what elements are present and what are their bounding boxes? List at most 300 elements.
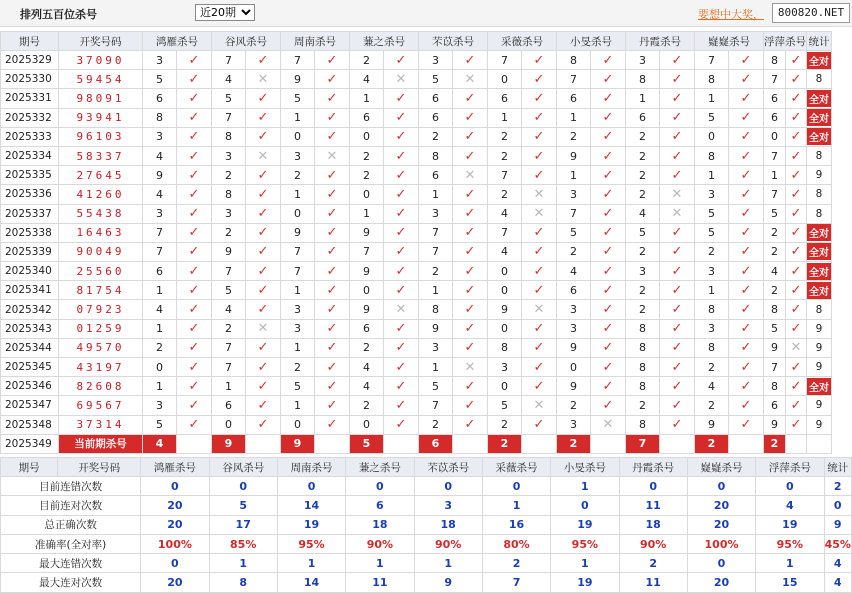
- summary-value: 0: [209, 477, 277, 496]
- numbers-cell: 59454: [59, 70, 143, 89]
- table-header-row: [1, 32, 832, 51]
- check-icon: ✓: [522, 146, 557, 165]
- summary-value: 11: [619, 496, 687, 515]
- check-icon: ✓: [177, 108, 212, 127]
- pick-value: 6: [557, 89, 591, 108]
- stat-cell: 8: [807, 185, 832, 204]
- pick-value: 5: [764, 204, 786, 223]
- check-icon: ✓: [522, 338, 557, 357]
- col-issue: 期号: [1, 458, 58, 477]
- current-pick-spacer: [177, 434, 212, 453]
- table-row: [1, 396, 832, 415]
- pick-value: 9: [350, 300, 384, 319]
- check-icon: ✓: [591, 51, 626, 70]
- pick-value: 5: [419, 70, 453, 89]
- check-icon: ✓: [522, 127, 557, 146]
- check-icon: ✓: [384, 127, 419, 146]
- table-row: [1, 223, 832, 242]
- issue-cell: 2025341: [1, 281, 59, 300]
- cross-icon: ✕: [315, 146, 350, 165]
- promo-link[interactable]: 要想中大奖，: [698, 8, 764, 21]
- pick-value: 7: [695, 51, 729, 70]
- check-icon: ✓: [177, 281, 212, 300]
- summary-value: 14: [277, 573, 345, 592]
- issue-cell: 2025333: [1, 127, 59, 146]
- issue-cell: 2025337: [1, 204, 59, 223]
- issue-cell: 2025348: [1, 415, 59, 434]
- numbers-cell: 58337: [59, 146, 143, 165]
- stat-cell: [807, 108, 832, 127]
- pick-value: 4: [488, 242, 522, 261]
- pick-value: 2: [488, 415, 522, 434]
- check-icon: ✓: [246, 127, 281, 146]
- current-pick: 6: [419, 434, 453, 453]
- summary-header-row: [1, 458, 852, 477]
- current-pick: 7: [626, 434, 660, 453]
- table-row: [1, 185, 832, 204]
- summary-value: 9: [414, 573, 482, 592]
- pick-value: 0: [281, 204, 315, 223]
- pick-value: 1: [350, 204, 384, 223]
- pick-value: 7: [419, 223, 453, 242]
- summary-value: 20: [141, 573, 209, 592]
- summary-value: 16: [482, 515, 550, 534]
- pick-value: 1: [212, 377, 246, 396]
- stat-cell: [807, 89, 832, 108]
- summary-total: 0: [824, 496, 852, 515]
- pick-value: 0: [281, 127, 315, 146]
- check-icon: ✓: [246, 51, 281, 70]
- check-icon: ✓: [246, 242, 281, 261]
- check-icon: ✓: [660, 146, 695, 165]
- col-expert-2: 谷风杀号: [209, 458, 277, 477]
- check-icon: ✓: [315, 204, 350, 223]
- pick-value: 2: [350, 396, 384, 415]
- col-expert-6: 采薇杀号: [482, 458, 550, 477]
- col-expert-3: 周南杀号: [277, 458, 345, 477]
- summary-label: 目前连错次数: [1, 477, 141, 496]
- pick-value: 0: [488, 281, 522, 300]
- numbers-cell: 82608: [59, 377, 143, 396]
- issue-cell: 2025330: [1, 70, 59, 89]
- pick-value: 1: [281, 338, 315, 357]
- current-pick-spacer: [786, 434, 807, 453]
- check-icon: ✓: [384, 377, 419, 396]
- check-icon: ✓: [453, 319, 488, 338]
- all-correct-badge: 全对: [807, 243, 831, 260]
- pick-value: 6: [488, 89, 522, 108]
- check-icon: ✓: [729, 89, 764, 108]
- pick-value: 7: [419, 242, 453, 261]
- check-icon: ✓: [453, 223, 488, 242]
- check-icon: ✓: [660, 319, 695, 338]
- pick-value: 2: [626, 146, 660, 165]
- check-icon: ✓: [246, 166, 281, 185]
- pick-value: 2: [695, 358, 729, 377]
- pick-value: 1: [281, 108, 315, 127]
- site-link[interactable]: 800820.NET: [772, 3, 850, 23]
- check-icon: ✓: [384, 358, 419, 377]
- pick-value: 7: [212, 262, 246, 281]
- current-pick: 2: [695, 434, 729, 453]
- pick-value: 0: [350, 185, 384, 204]
- page-title: 排列五百位杀号: [20, 8, 97, 21]
- pick-value: 0: [281, 415, 315, 434]
- current-label: 当前期杀号: [59, 434, 143, 453]
- issue-cell: 2025339: [1, 242, 59, 261]
- col-expert-4: 蒹之杀号: [346, 458, 414, 477]
- issue-cell: 2025342: [1, 300, 59, 319]
- check-icon: ✓: [729, 70, 764, 89]
- summary-value: 18: [619, 515, 687, 534]
- summary-value: 0: [687, 477, 755, 496]
- summary-value: 0: [482, 477, 550, 496]
- pick-value: 3: [143, 204, 177, 223]
- col-numbers: 开奖号码: [59, 32, 143, 51]
- cross-icon: ✕: [384, 70, 419, 89]
- summary-value: 1: [551, 477, 619, 496]
- pick-value: 8: [764, 300, 786, 319]
- pick-value: 3: [281, 319, 315, 338]
- pick-value: 6: [419, 89, 453, 108]
- check-icon: ✓: [591, 89, 626, 108]
- check-icon: ✓: [591, 70, 626, 89]
- check-icon: ✓: [660, 377, 695, 396]
- pick-value: 7: [281, 242, 315, 261]
- pick-value: 3: [419, 338, 453, 357]
- check-icon: ✓: [522, 415, 557, 434]
- table-row: [1, 281, 832, 300]
- check-icon: ✓: [591, 166, 626, 185]
- summary-value: 0: [687, 554, 755, 573]
- pick-value: 2: [488, 185, 522, 204]
- check-icon: ✓: [177, 185, 212, 204]
- summary-total: 45%: [824, 534, 852, 553]
- pick-value: 1: [488, 108, 522, 127]
- table-row: [1, 377, 832, 396]
- pick-value: 1: [695, 89, 729, 108]
- check-icon: ✓: [315, 242, 350, 261]
- check-icon: ✓: [177, 338, 212, 357]
- pick-value: 2: [626, 185, 660, 204]
- cross-icon: ✕: [522, 396, 557, 415]
- pick-value: 3: [695, 319, 729, 338]
- issue-cell: 2025346: [1, 377, 59, 396]
- pick-value: 8: [626, 415, 660, 434]
- table-row: [1, 338, 832, 357]
- summary-label: 总正确次数: [1, 515, 141, 534]
- summary-value: 20: [141, 496, 209, 515]
- check-icon: ✓: [786, 281, 807, 300]
- summary-value: 17: [209, 515, 277, 534]
- check-icon: ✓: [660, 300, 695, 319]
- pick-value: 2: [557, 396, 591, 415]
- check-icon: ✓: [729, 281, 764, 300]
- check-icon: ✓: [786, 319, 807, 338]
- check-icon: ✓: [729, 108, 764, 127]
- summary-value: 11: [619, 573, 687, 592]
- check-icon: ✓: [660, 127, 695, 146]
- check-icon: ✓: [384, 89, 419, 108]
- check-icon: ✓: [660, 396, 695, 415]
- pick-value: 5: [488, 396, 522, 415]
- pick-value: 8: [764, 51, 786, 70]
- pick-value: 9: [281, 70, 315, 89]
- current-pick-spacer: [453, 434, 488, 453]
- summary-row: [1, 477, 852, 496]
- check-icon: ✓: [591, 396, 626, 415]
- summary-value: 100%: [141, 534, 209, 553]
- pick-value: 2: [350, 51, 384, 70]
- numbers-cell: 01259: [59, 319, 143, 338]
- current-pick: 4: [143, 434, 177, 453]
- summary-label: 准确率(全对率): [1, 534, 141, 553]
- pick-value: 4: [350, 358, 384, 377]
- cross-icon: ✕: [453, 358, 488, 377]
- pick-value: 5: [419, 377, 453, 396]
- stat-cell: [807, 223, 832, 242]
- numbers-cell: 96103: [59, 127, 143, 146]
- pick-value: 0: [350, 281, 384, 300]
- all-correct-badge: 全对: [807, 109, 831, 126]
- pick-value: 5: [764, 319, 786, 338]
- cross-icon: ✕: [384, 300, 419, 319]
- check-icon: ✓: [384, 223, 419, 242]
- check-icon: ✓: [177, 377, 212, 396]
- pick-value: 6: [764, 396, 786, 415]
- check-icon: ✓: [786, 223, 807, 242]
- check-icon: ✓: [786, 185, 807, 204]
- numbers-cell: 37090: [59, 51, 143, 70]
- col-stat: 统计: [807, 32, 832, 51]
- pick-value: 3: [419, 204, 453, 223]
- summary-value: 95%: [277, 534, 345, 553]
- summary-value: 90%: [414, 534, 482, 553]
- check-icon: ✓: [315, 358, 350, 377]
- numbers-cell: 37314: [59, 415, 143, 434]
- summary-row: [1, 554, 852, 573]
- pick-value: 8: [488, 338, 522, 357]
- pick-value: 5: [212, 281, 246, 300]
- stat-cell: 9: [807, 396, 832, 415]
- check-icon: ✓: [246, 223, 281, 242]
- pick-value: 2: [626, 127, 660, 146]
- current-pick-spacer: [384, 434, 419, 453]
- summary-label: 目前连对次数: [1, 496, 141, 515]
- pick-value: 0: [764, 127, 786, 146]
- table-row: [1, 89, 832, 108]
- check-icon: ✓: [660, 242, 695, 261]
- summary-value: 95%: [551, 534, 619, 553]
- numbers-cell: 41260: [59, 185, 143, 204]
- summary-total: 9: [824, 515, 852, 534]
- pick-value: 2: [212, 319, 246, 338]
- all-correct-badge: 全对: [807, 263, 831, 280]
- table-row: [1, 262, 832, 281]
- summary-value: 6: [346, 496, 414, 515]
- check-icon: ✓: [246, 358, 281, 377]
- pick-value: 7: [212, 108, 246, 127]
- pick-value: 5: [695, 204, 729, 223]
- pick-value: 2: [488, 127, 522, 146]
- numbers-cell: 55438: [59, 204, 143, 223]
- table-row: [1, 358, 832, 377]
- pick-value: 8: [212, 185, 246, 204]
- pick-value: 7: [143, 242, 177, 261]
- stat-cell: 9: [807, 166, 832, 185]
- check-icon: ✓: [246, 89, 281, 108]
- pick-value: 0: [695, 127, 729, 146]
- check-icon: ✓: [246, 281, 281, 300]
- check-icon: ✓: [786, 358, 807, 377]
- summary-value: 2: [482, 554, 550, 573]
- all-correct-badge: 全对: [807, 224, 831, 241]
- stat-cell: 8: [807, 204, 832, 223]
- check-icon: ✓: [786, 89, 807, 108]
- period-select[interactable]: [195, 4, 255, 21]
- pick-value: 2: [695, 242, 729, 261]
- check-icon: ✓: [660, 338, 695, 357]
- pick-value: 0: [488, 319, 522, 338]
- check-icon: ✓: [453, 396, 488, 415]
- check-icon: ✓: [177, 127, 212, 146]
- pick-value: 4: [143, 300, 177, 319]
- check-icon: ✓: [729, 300, 764, 319]
- check-icon: ✓: [315, 51, 350, 70]
- pick-value: 9: [212, 242, 246, 261]
- check-icon: ✓: [729, 127, 764, 146]
- check-icon: ✓: [729, 242, 764, 261]
- check-icon: ✓: [522, 223, 557, 242]
- pick-value: 2: [626, 242, 660, 261]
- check-icon: ✓: [729, 166, 764, 185]
- pick-value: 1: [695, 166, 729, 185]
- stat-cell: 9: [807, 338, 832, 357]
- check-icon: ✓: [591, 338, 626, 357]
- pick-value: 4: [350, 70, 384, 89]
- current-pick-spacer: [660, 434, 695, 453]
- cross-icon: ✕: [246, 70, 281, 89]
- summary-value: 20: [141, 515, 209, 534]
- current-pick: 9: [212, 434, 246, 453]
- pick-value: 8: [557, 51, 591, 70]
- summary-value: 18: [414, 515, 482, 534]
- col-expert-4: 蒹之杀号: [350, 32, 419, 51]
- check-icon: ✓: [660, 89, 695, 108]
- stat-cell: [807, 281, 832, 300]
- issue-cell: 2025329: [1, 51, 59, 70]
- check-icon: ✓: [786, 377, 807, 396]
- check-icon: ✓: [315, 377, 350, 396]
- check-icon: ✓: [246, 415, 281, 434]
- pick-value: 2: [212, 166, 246, 185]
- summary-value: 100%: [687, 534, 755, 553]
- pick-value: 9: [557, 146, 591, 165]
- check-icon: ✓: [177, 166, 212, 185]
- pick-value: 4: [212, 70, 246, 89]
- check-icon: ✓: [246, 300, 281, 319]
- pick-value: 2: [350, 166, 384, 185]
- cross-icon: ✕: [246, 146, 281, 165]
- summary-value: 3: [414, 496, 482, 515]
- pick-value: 5: [281, 89, 315, 108]
- check-icon: ✓: [591, 185, 626, 204]
- check-icon: ✓: [177, 51, 212, 70]
- check-icon: ✓: [384, 242, 419, 261]
- check-icon: ✓: [384, 319, 419, 338]
- check-icon: ✓: [522, 319, 557, 338]
- summary-row: [1, 496, 852, 515]
- check-icon: ✓: [786, 262, 807, 281]
- check-icon: ✓: [177, 146, 212, 165]
- pick-value: 7: [488, 223, 522, 242]
- summary-row: [1, 573, 852, 592]
- summary-value: 11: [346, 573, 414, 592]
- pick-value: 4: [764, 262, 786, 281]
- pick-value: 2: [488, 146, 522, 165]
- pick-value: 6: [143, 89, 177, 108]
- pick-value: 3: [626, 262, 660, 281]
- col-expert-1: 鸿雁杀号: [141, 458, 209, 477]
- check-icon: ✓: [729, 204, 764, 223]
- pick-value: 7: [764, 70, 786, 89]
- table-row: [1, 166, 832, 185]
- check-icon: ✓: [522, 281, 557, 300]
- check-icon: ✓: [453, 89, 488, 108]
- check-icon: ✓: [246, 204, 281, 223]
- summary-label: 最大连对次数: [1, 573, 141, 592]
- check-icon: ✓: [522, 358, 557, 377]
- check-icon: ✓: [177, 396, 212, 415]
- summary-value: 1: [551, 554, 619, 573]
- check-icon: ✓: [246, 338, 281, 357]
- check-icon: ✓: [177, 300, 212, 319]
- check-icon: ✓: [177, 223, 212, 242]
- pick-value: 6: [350, 319, 384, 338]
- pick-value: 2: [350, 146, 384, 165]
- check-icon: ✓: [177, 262, 212, 281]
- check-icon: ✓: [453, 204, 488, 223]
- summary-total: 4: [824, 573, 852, 592]
- pick-value: 2: [419, 127, 453, 146]
- pick-value: 7: [350, 242, 384, 261]
- check-icon: ✓: [177, 242, 212, 261]
- current-pick: 2: [764, 434, 786, 453]
- col-expert-10: 浮萍杀号: [764, 32, 807, 51]
- check-icon: ✓: [315, 127, 350, 146]
- pick-value: 3: [281, 146, 315, 165]
- check-icon: ✓: [315, 415, 350, 434]
- pick-value: 8: [695, 70, 729, 89]
- pick-value: 5: [557, 223, 591, 242]
- pick-value: 2: [557, 127, 591, 146]
- pick-value: 2: [281, 166, 315, 185]
- cross-icon: ✕: [786, 338, 807, 357]
- check-icon: ✓: [729, 396, 764, 415]
- check-icon: ✓: [729, 185, 764, 204]
- check-icon: ✓: [591, 204, 626, 223]
- current-stat: [807, 434, 832, 453]
- check-icon: ✓: [591, 281, 626, 300]
- summary-value: 19: [756, 515, 824, 534]
- check-icon: ✓: [660, 108, 695, 127]
- pick-value: 1: [764, 166, 786, 185]
- pick-value: 6: [143, 262, 177, 281]
- pick-value: 3: [557, 319, 591, 338]
- pick-value: 7: [764, 146, 786, 165]
- cross-icon: ✕: [246, 319, 281, 338]
- pick-value: 8: [695, 300, 729, 319]
